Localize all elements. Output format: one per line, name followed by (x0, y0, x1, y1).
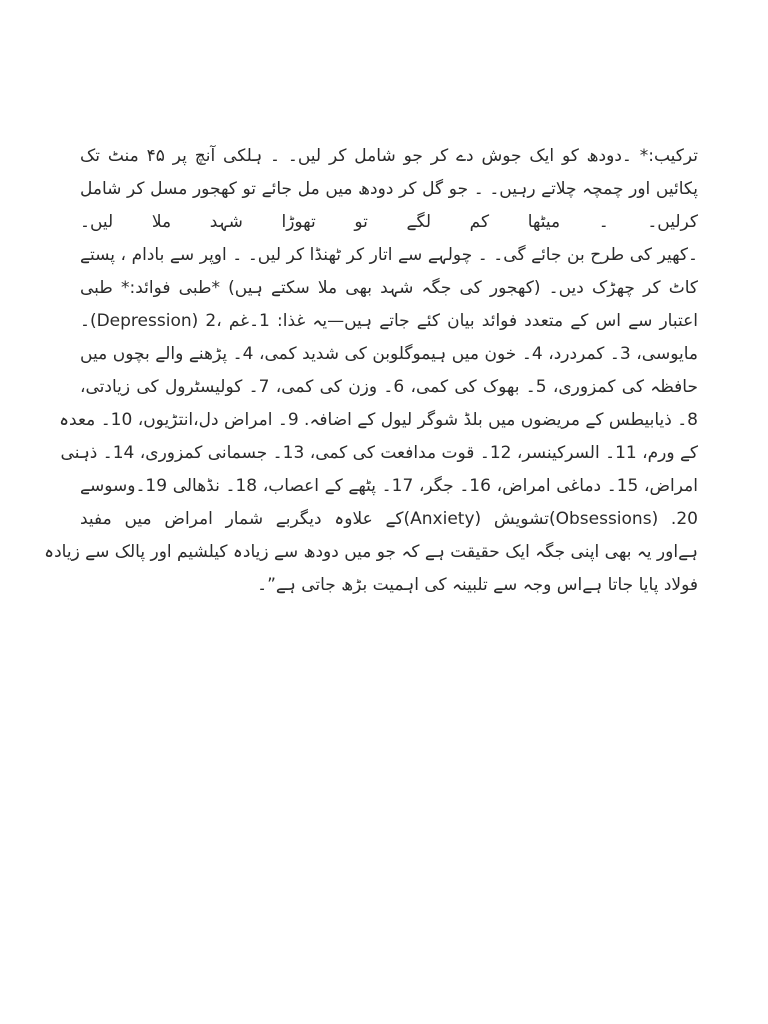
text-line-5: کاٹ کر چھڑک دیں۔ (کھجور کی جگہ شہد بھی ملا سکتے ہیں) *طبی فوائد:* طبی (80, 278, 698, 298)
text-line-1: ترکیب:* ۔دودھ کو ایک جوش دے کر جو شامل کر لیں۔ ۔ ہلکی آنچ پر ۴۵ منٹ تک (80, 146, 698, 166)
text-line-12: 20. (Obsessions)تشویش (Anxiety)کے علاوہ دیگربے شمار امراض میں مفید (80, 509, 698, 529)
text-line-11: امراض، 15۔ دماغی امراض، 16۔ جگر، 17۔ پٹھے کے اعصاب، 18۔ نڈھالی 19۔وسوسے (80, 476, 698, 496)
text-line-2: پکائیں اور چمچہ چلاتے رہیں۔ ۔ جو گل کر دودھ میں مل جائے تو کھجور مسل کر شامل (80, 179, 698, 199)
text-line-13: ہےاور یہ بھی اپنی جگہ ایک حقیقت ہے کہ جو میں دودھ سے زیادہ کیلشیم اور پالک سے زیادہ (44, 542, 698, 562)
text-line-9: 8۔ ذیابیطس کے مریضوں میں بلڈ شوگر لیول کے اضافہ. 9۔ امراض دل،انتڑیوں، 10۔ معدہ (59, 410, 698, 430)
text-line-10: کے ورم، 11۔ السرکینسر، 12۔ قوت مدافعت کی کمی، 13۔ جسمانی کمزوری، 14۔ ذہنی (60, 443, 698, 463)
text-line-4: ۔کھیر کی طرح بن جائے گی۔ ۔ چولہے سے اتار کر ٹھنڈا کر لیں۔ ۔ اوپر سے بادام ، پستے (80, 245, 698, 265)
text-line-7: مایوسی، 3۔ کمردرد، 4۔ خون میں ہیموگلوبن کی شدید کمی، 4۔ پڑھنے والے بچوں میں (80, 344, 698, 364)
text-line-14: فولاد پایا جاتا ہےاس وجہ سے تلبینہ کی اہمیت بڑھ جاتی ہے”۔ (257, 575, 698, 595)
body-paragraph (44, 140, 698, 602)
text-line-8: حافظہ کی کمزوری، 5۔ بھوک کی کمی، 6۔ وزن کی کمی، 7۔ کولیسٹرول کی زیادتی، (80, 377, 698, 397)
text-line-3: کرلیں۔ ۔ میٹھا کم لگے تو تھوڑا شہد ملا لیں۔ (80, 212, 698, 232)
text-line-6: اعتبار سے اس کے متعدد فوائد بیان کئے جاتے ہیں—یہ غذا: 1۔غم ،2 (Depression)۔ (80, 311, 698, 331)
